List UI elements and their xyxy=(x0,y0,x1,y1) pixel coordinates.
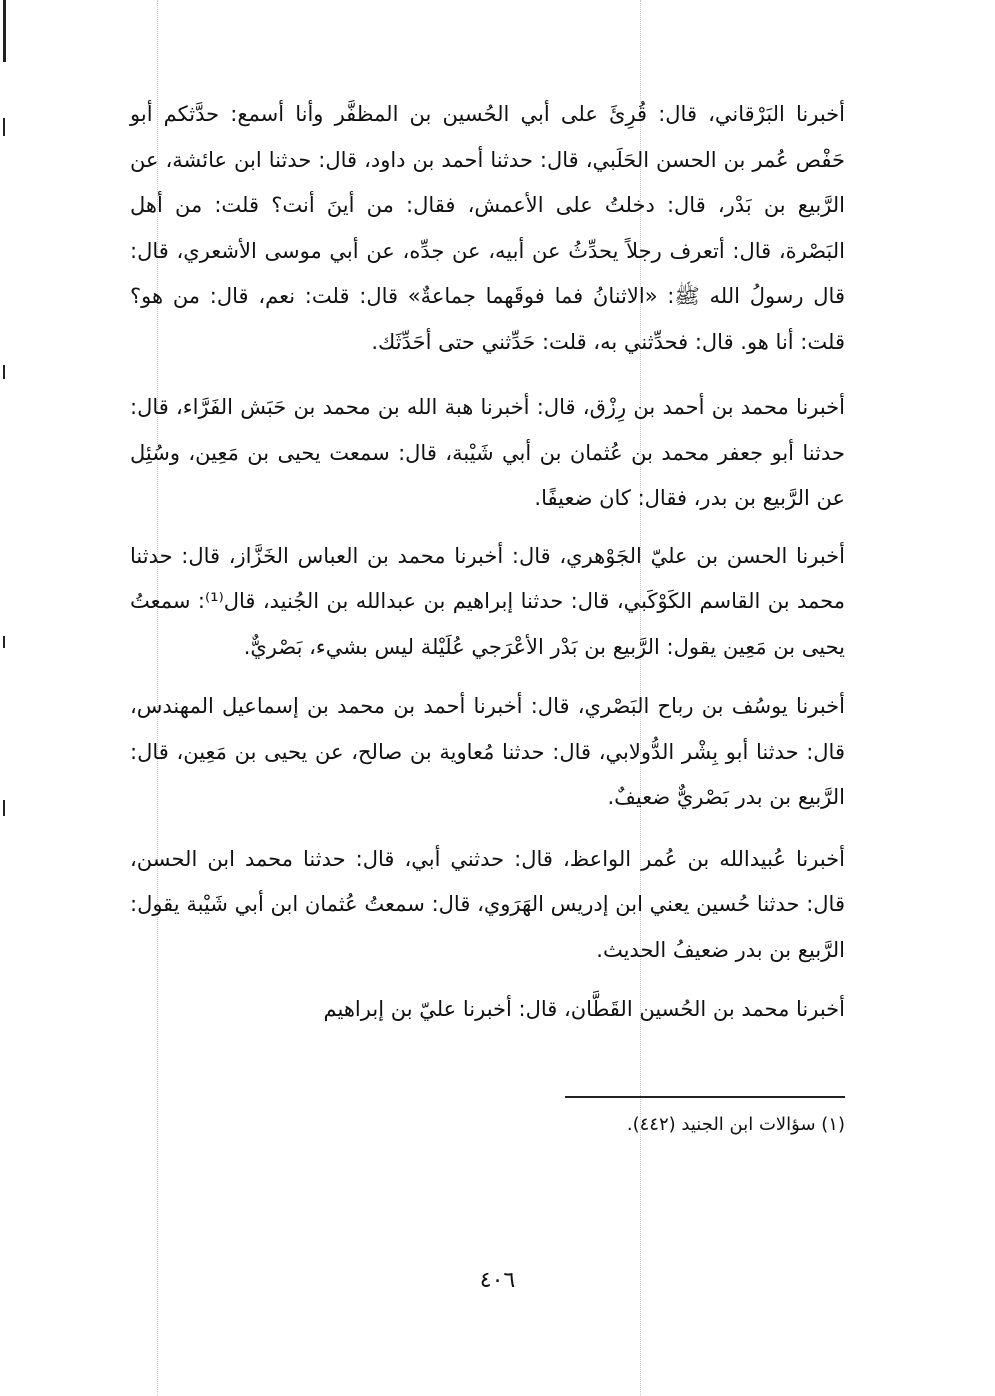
page-number: ٤٠٦ xyxy=(479,1268,516,1293)
main-text xyxy=(130,92,845,1033)
scan-edge-mark xyxy=(3,365,5,379)
scan-edge-mark xyxy=(3,800,5,816)
footnote: (١) سؤالات ابن الجنيد (٤٤٢). xyxy=(626,1114,845,1135)
footnote-separator xyxy=(565,1096,845,1098)
paragraph: أخبرنا يوسُف بن رباح البَصْري، قال: أخبرنا أحمد بن محمد بن إسماعيل المهندس، قال: حدثنا أبو بِشْر الدُّولابي، قال: حدثنا مُعاوية بن صالح، عن يحيى بن مَعِين، قال: الرَّبيع بن بدر بَصْريٌّ ضعيفٌ. xyxy=(130,694,845,809)
paragraph: أخبرنا محمد بن أحمد بن رِزْق، قال: أخبرنا هبة الله بن محمد بن حَبَش الفَرَّاء، قال: حدثنا أبو جعفر محمد بن عُثمان بن أبي شَيْبة، قال: سمعت يحيى بن مَعِين، وسُئِل عن الرَّبيع بن بدر، فقال: كان ضعيفًا. xyxy=(130,395,845,510)
paragraph: أخبرنا الحسن بن عليّ الجَوْهري، قال: أخبرنا محمد بن العباس الخَزَّاز، قال: حدثنا محمد بن القاسم الكَوْكَبي، قال: حدثنا إبراهيم بن عبدالله بن الجُنيد، قال⁽¹⁾: سمعتُ يحيى بن مَعِين يقول: الرَّبيع بن بَدْر الأعْرَجي عُلَيْلة ليس بشيء، بَصْريٌّ. xyxy=(130,543,845,659)
scan-edge-mark xyxy=(3,636,5,648)
paragraph: أخبرنا عُبيدالله بن عُمر الواعظ، قال: حدثني أبي، قال: حدثنا محمد ابن الحسن، قال: حدثنا حُسين يعني ابن إدريس الهَرَوي، قال: سمعتُ عُثمان ابن أبي شَيْبة يقول: الرَّبيع بن بدر ضعيفُ الحديث. xyxy=(130,846,845,962)
paragraph: أخبرنا البَرْقاني، قال: قُرِئَ على أبي الحُسين بن المظفَّر وأنا أسمع: حدَّثكم أبو حَفْص عُمر بن الحسن الحَلَبي، قال: حدثنا أحمد بن داود، قال: حدثنا ابن عائشة، عن الرَّبيع بن بَدْر، قال: دخلتُ على الأعمش، فقال: من أينَ أنت؟ قلت: من أهل البَصْرة، قال: أتعرف رجلاً يحدِّثُ عن أبيه، عن جدِّه، عن أبي موسى الأشعري، قال: قال رسولُ الله ﷺ: «الاثنانُ فما فوقَهما جماعةٌ» قال: قلت: نعم، قال: من هو؟ قلت: أنا هو. قال: فحدِّثني به، قلت: حَدِّثني حتى أحَدِّثَك. xyxy=(130,102,845,354)
paragraph: أخبرنا محمد بن الحُسين القَطَّان، قال: أخبرنا عليّ بن إبراهيم xyxy=(323,997,845,1021)
scan-edge-mark xyxy=(3,0,6,62)
scan-edge-mark xyxy=(3,118,5,136)
